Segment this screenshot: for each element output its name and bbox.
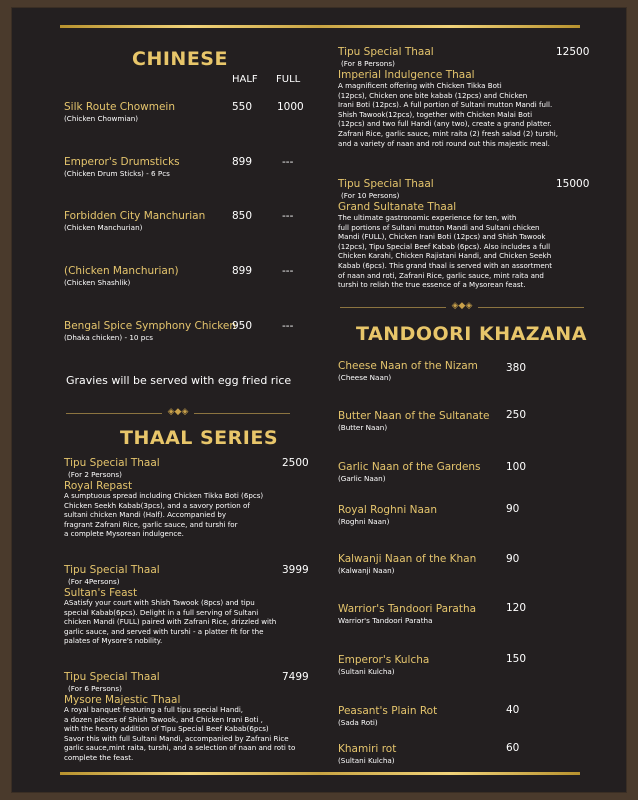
thaal-heading: THAAL SERIES: [120, 427, 279, 449]
thaal-persons: (For 6 Persons): [68, 684, 122, 693]
thaal-description: A sumptuous spread including Chicken Tikka Boti (6pcs) Chicken Seekh Kabab(3pcs), and a savory portion of sultani chicken Mandi (Half). Accompanied by fragrant Zafrani Rice, garlic sauce, and turshi for a complete Mysorean indulgence.: [64, 491, 264, 539]
thaal-persons: (For 4Persons): [68, 577, 120, 586]
item-price: 40: [506, 704, 520, 716]
item-subtitle: (Chicken Manchurian): [64, 223, 143, 232]
top-gold-rule: [60, 25, 580, 28]
item-name: Emperor's Kulcha: [338, 654, 430, 666]
item-price: 380: [506, 362, 527, 374]
item-name: Butter Naan of the Sultanate: [338, 410, 490, 422]
item-subtitle: (Garlic Naan): [338, 474, 386, 483]
bottom-gold-rule: [60, 772, 580, 775]
thaal-persons: (For 8 Persons): [341, 59, 395, 68]
item-subtitle: (Kalwanji Naan): [338, 566, 395, 575]
half-price: 899: [232, 156, 253, 168]
half-column-header: HALF: [232, 74, 258, 85]
full-price: ---: [282, 265, 294, 277]
full-price: ---: [282, 156, 294, 168]
item-name: Khamiri rot: [338, 743, 397, 755]
item-name: Royal Roghni Naan: [338, 504, 438, 516]
item-price: 250: [506, 409, 527, 421]
item-name: Cheese Naan of the Nizam: [338, 360, 478, 372]
thaal-description: A royal banquet featuring a full tipu special Handi, a dozen pieces of Shish Tawook, and Chicken Irani Boti , with the hearty addition of Tipu Special Beef Kabab(6pcs) Savor this with full Sultani Mandi, accompanied by Zafrani Rice garlic sauce,mint raita, turshi, and a selection of naan and roti to complete the feast.: [64, 705, 296, 762]
thaal-subtitle: Imperial Indulgence Thaal: [338, 69, 475, 81]
item-name: Peasant's Plain Rot: [338, 705, 438, 717]
item-price: 100: [506, 461, 527, 473]
thaal-description: ASatisfy your court with Shish Tawook (8pcs) and tipu special Kabab(6pcs). Delight in a full serving of Sultani chicken Mandi (FULL) paired with Zafrani Rice, drizzled with garlic sauce, and served with turshi - a platter fit for the palates of Mysore's nobility.: [64, 598, 277, 646]
thaal-subtitle: Mysore Majestic Thaal: [64, 694, 181, 706]
item-subtitle: (Dhaka chicken) - 10 pcs: [64, 333, 154, 342]
thaal-price: 2500: [282, 457, 309, 469]
thaal-name: Tipu Special Thaal: [64, 671, 160, 683]
thaal-name: Tipu Special Thaal: [338, 46, 434, 58]
thaal-name: Tipu Special Thaal: [64, 457, 160, 469]
item-name: (Chicken Manchurian): [64, 265, 179, 277]
item-name: Garlic Naan of the Gardens: [338, 461, 481, 473]
item-subtitle: (Sultani Kulcha): [338, 756, 395, 765]
thaal-subtitle: Royal Repast: [64, 480, 133, 492]
item-price: 120: [506, 602, 527, 614]
tandoori-heading: TANDOORI KHAZANA: [356, 323, 587, 345]
half-price: 550: [232, 101, 253, 113]
right-divider-line-b: [478, 307, 584, 308]
thaal-price: 7499: [282, 671, 309, 683]
thaal-description: The ultimate gastronomic experience for ten, with full portions of Sultani mutton Mandi and Sultani chicken Mandi (FULL), Chicken Irani Boti (12pcs) and Shish Tawook (12pcs), Tipu Special Beef Kabab (6pcs). Also includes a full Chicken Karahi, Chicken Rajistani Handi, and Chicken Seekh Kabab (6pcs). This grand thaal is served with an assortment of naan and roti, Zafrani Rice, garlic sauce, mint raita and turshi to relish the true essence of a Mysorean feast.: [338, 213, 553, 290]
thaal-subtitle: Grand Sultanate Thaal: [338, 201, 457, 213]
left-divider-line-a: [66, 413, 162, 414]
thaal-persons: (For 2 Persons): [68, 470, 122, 479]
item-subtitle: (Chicken Shashlik): [64, 278, 131, 287]
item-subtitle: (Chicken Chowmian): [64, 114, 139, 123]
half-price: 950: [232, 320, 253, 332]
item-price: 90: [506, 553, 520, 565]
item-price: 60: [506, 742, 520, 754]
item-name: Bengal Spice Symphony Chicken: [64, 320, 237, 332]
item-name: Silk Route Chowmein: [64, 101, 175, 113]
right-divider-line-a: [340, 307, 446, 308]
half-price: 899: [232, 265, 253, 277]
ornament-icon: ◈◆◈: [167, 407, 189, 417]
item-subtitle: (Chicken Drum Sticks) - 6 Pcs: [64, 169, 170, 178]
full-price: ---: [282, 320, 294, 332]
item-subtitle: (Butter Naan): [338, 423, 388, 432]
item-name: Emperor's Drumsticks: [64, 156, 180, 168]
full-column-header: FULL: [276, 74, 301, 85]
thaal-name: Tipu Special Thaal: [338, 178, 434, 190]
item-subtitle: Warrior's Tandoori Paratha: [338, 616, 433, 625]
chinese-heading: CHINESE: [132, 48, 228, 70]
thaal-name: Tipu Special Thaal: [64, 564, 160, 576]
left-divider-line-b: [194, 413, 290, 414]
item-name: Warrior's Tandoori Paratha: [338, 603, 477, 615]
item-subtitle: (Sultani Kulcha): [338, 667, 395, 676]
thaal-price: 15000: [556, 178, 590, 190]
item-subtitle: (Sada Roti): [338, 718, 378, 727]
item-price: 150: [506, 653, 527, 665]
thaal-description: A magnificent offering with Chicken Tikka Boti (12pcs), Chicken one bite kabab (12pcs) and Chicken Irani Boti (12pcs). A full portion of Sultani mutton Mandi full. Shish Tawook(12pcs), together with Chicken Malai Boti (12pcs) and two full Handi (any two), create a grand platter. Zafrani Rice, garlic sauce, mint raita (2) fresh salad (2) turshi, and a variety of naan and roti round out this majestic meal.: [338, 81, 558, 148]
gravies-note: Gravies will be served with egg fried rice: [66, 374, 292, 387]
thaal-subtitle: Sultan's Feast: [64, 587, 138, 599]
thaal-persons: (For 10 Persons): [341, 191, 400, 200]
item-name: Kalwanji Naan of the Khan: [338, 553, 477, 565]
ornament-icon: ◈◆◈: [451, 301, 473, 311]
item-subtitle: (Roghni Naan): [338, 517, 390, 526]
thaal-price: 12500: [556, 46, 590, 58]
full-price: 1000: [277, 101, 304, 113]
item-price: 90: [506, 503, 520, 515]
item-subtitle: (Cheese Naan): [338, 373, 392, 382]
full-price: ---: [282, 210, 294, 222]
item-name: Forbidden City Manchurian: [64, 210, 206, 222]
thaal-price: 3999: [282, 564, 309, 576]
half-price: 850: [232, 210, 253, 222]
